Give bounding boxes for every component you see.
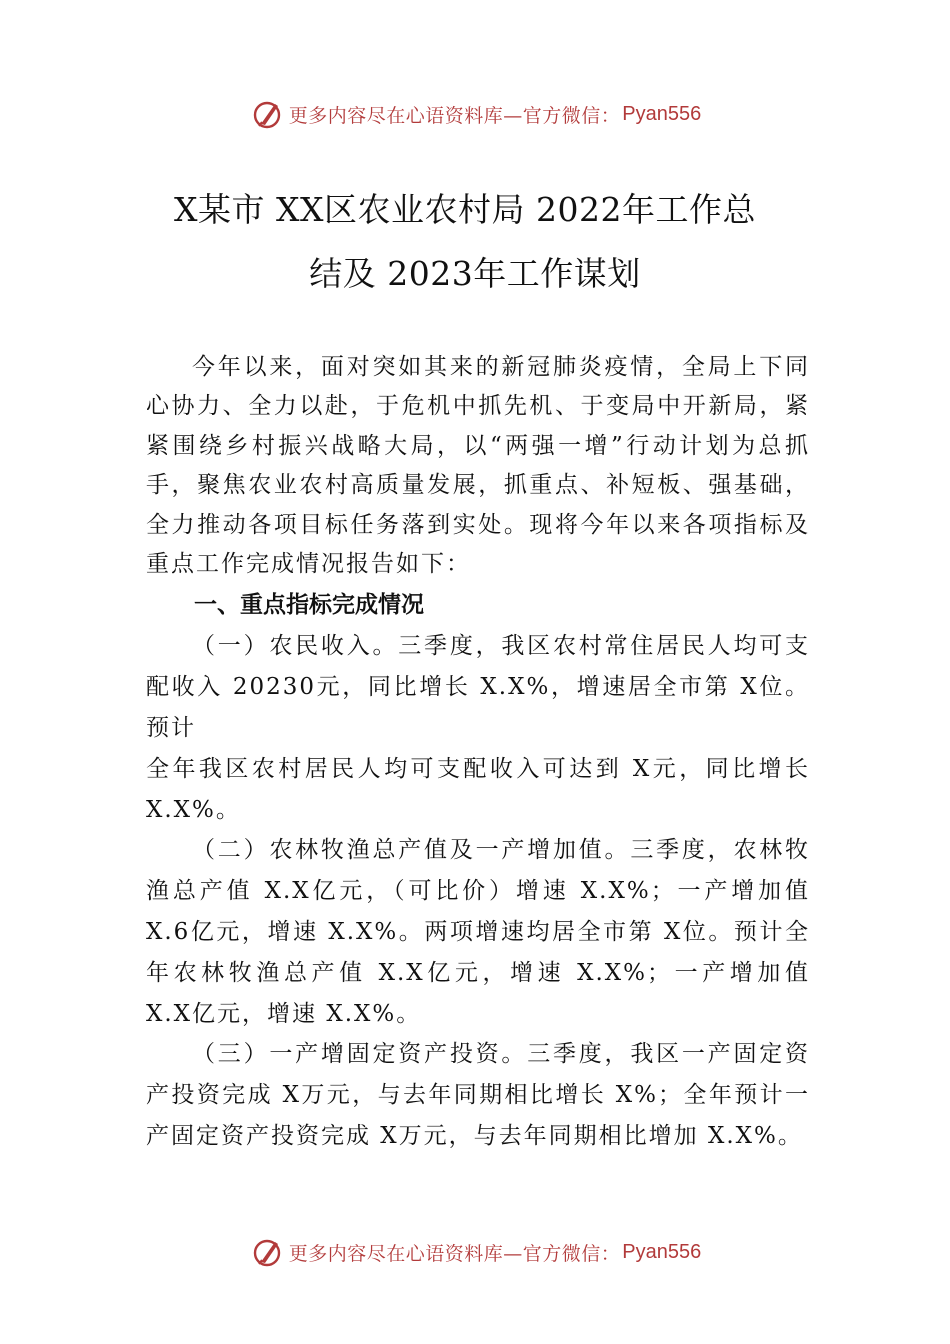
item-2-label: （二）农林牧渔总产值及一产增加值。: [192, 837, 631, 864]
section-heading: 一、重点指标完成情况: [194, 592, 424, 619]
item-1-continuation: 全年我区农村居民人均可支配收入可达到 X元，同比增长 X.X%。: [146, 755, 810, 823]
item-3-paragraph: [146, 1034, 810, 1156]
quill-logo-icon: [249, 1234, 285, 1270]
watermark-text: 更多内容尽在心语资料库—官方微信：: [288, 104, 621, 127]
item-2-paragraph: [146, 830, 810, 1034]
document-body: [146, 348, 810, 1157]
item-3-label: （三）一产增固定资产投资。: [192, 1041, 528, 1068]
item-1-text: 三季度，我区农村常住居民人均可支配收入 20230元，同比增长 X.X%，增速居全市第 X位。预计: [146, 633, 811, 742]
item-2-text: 三季度，农林牧渔总产值 X.X亿元，（可比价）增速 X.X%；一产增加值 X.6亿元，增速 X.X%。两项增速均居全市第 X位。预计全年农林牧渔总产值 X.X亿元，增速 X.X%；一产增加值 X.X亿元，增速 X.X%。: [146, 837, 811, 1027]
watermark-bottom: [0, 1232, 950, 1272]
document-title-line-2: 结及 2023年工作谋划: [309, 254, 641, 293]
intro-paragraph: 今年以来，面对突如其来的新冠肺炎疫情，全局上下同心协力、全力以赴，于危机中抓先机、于变局中开新局，紧紧围绕乡村振兴战略大局，以“两强一增”行动计划为总抓手，聚焦农业农村高质量发展，抓重点、补短板、强基础， 全力推动各项目标任务落到实处。现将今年以来各项指标及重点工作完成情况报告如下：: [146, 354, 810, 578]
watermark-text: 更多内容尽在心语资料库—官方微信：: [288, 1242, 621, 1265]
document-title-line-1: X某市 XX区农业农村局 2022年工作总: [174, 190, 756, 229]
item-3-text: 三季度，我区一产固定资产投资完成 X万元，与去年同期相比增长 X%；全年预计一产固定资产投资完成 X万元，与去年同期相比增加 X.X%。: [146, 1041, 811, 1149]
quill-logo-icon: [249, 96, 285, 132]
item-1-label: （一）农民收入。: [192, 633, 399, 660]
watermark-id: Pyan556: [622, 1240, 702, 1263]
watermark-top: [0, 94, 950, 134]
watermark-id: Pyan556: [622, 102, 702, 125]
item-1-paragraph: [146, 626, 810, 748]
